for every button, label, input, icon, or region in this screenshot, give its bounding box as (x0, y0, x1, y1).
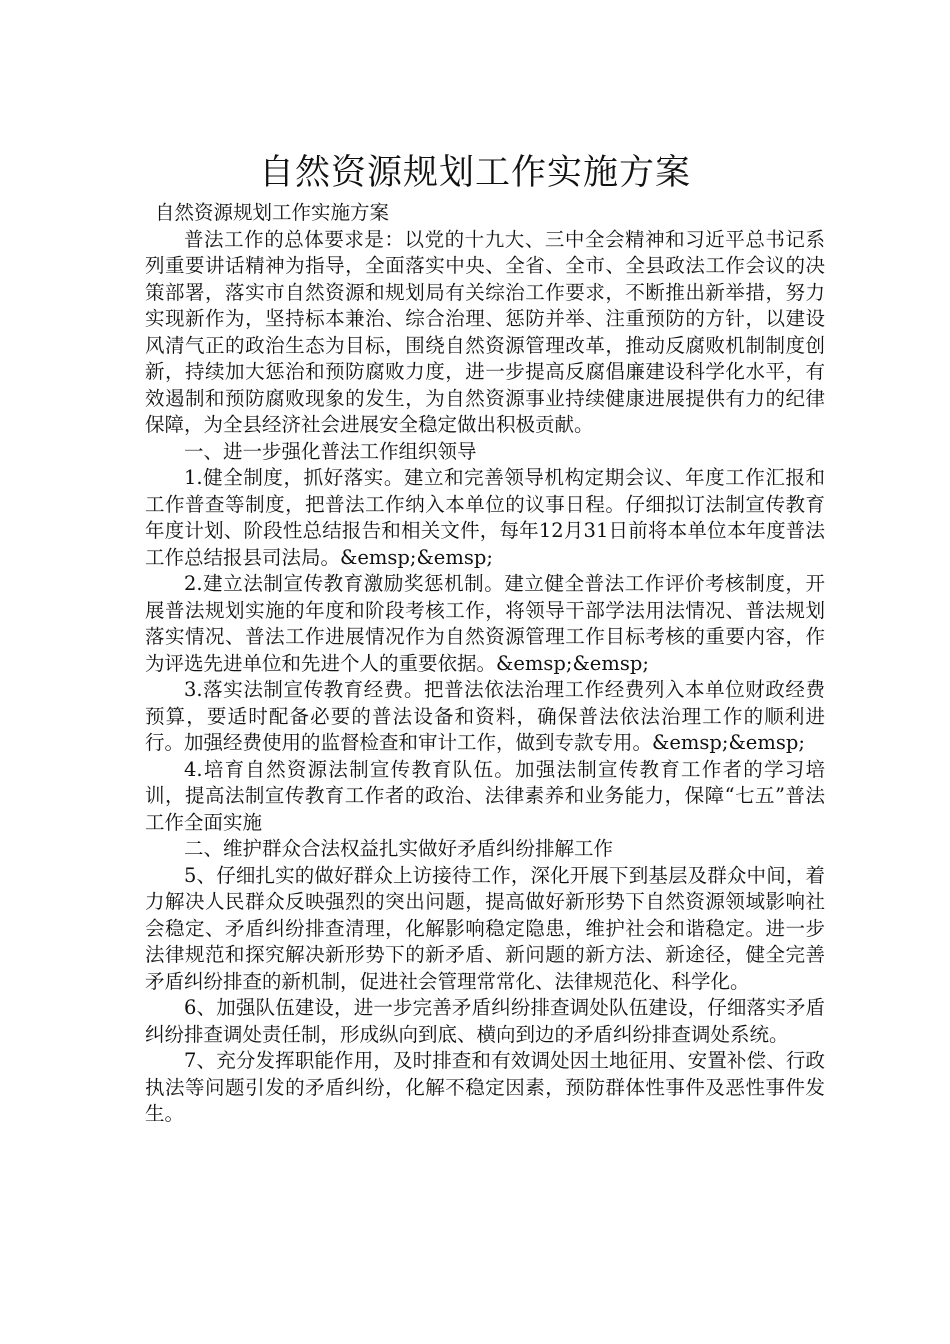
paragraph-item-5: 5、仔细扎实的做好群众上访接待工作，深化开展下到基层及群众中间，着力解决人民群众反映强烈的突出问题，提高做好新形势下自然资源领域影响社会稳定、矛盾纠纷排查清理，化解影响稳定隐患，维护社会和谐稳定。进一步法律规范和探究解决新形势下的新矛盾、新问题的新方法、新途径，健全完善矛盾纠纷排查的新机制，促进社会管理常常化、法律规范化、科学化。 (145, 863, 825, 993)
document-subtitle: 自然资源规划工作实施方案 (155, 201, 390, 224)
paragraph-item-7: 7、充分发挥职能作用，及时排查和有效调处因土地征用、安置补偿、行政执法等问题引发的矛盾纠纷，化解不稳定因素，预防群体性事件及恶性事件发生。 (145, 1049, 825, 1125)
document-body (145, 200, 825, 1128)
paragraph-item-4: 4.培育自然资源法制宣传教育队伍。加强法制宣传教育工作者的学习培训，提高法制宣传教育工作者的政治、法律素养和业务能力，保障“七五”普法工作全面实施 (145, 757, 825, 834)
paragraph-item-3: 3.落实法制宣传教育经费。把普法依法治理工作经费列入本单位财政经费预算，要适时配备必要的普法设备和资料，确保普法依法治理工作的顺利进行。加强经费使用的监督检查和审计工作，做到专款专用。&emsp;&emsp; (145, 678, 825, 754)
section-heading-1: 一、进一步强化普法工作组织领导 (184, 439, 477, 463)
paragraph-item-6: 6、加强队伍建设，进一步完善矛盾纠纷排查调处队伍建设，仔细落实矛盾纠纷排查调处责任制，形成纵向到底、横向到边的矛盾纠纷排查调处系统。 (145, 996, 825, 1046)
document-title: 自然资源规划工作实施方案 (258, 153, 691, 194)
paragraph-item-2: 2.建立法制宣传教育激励奖惩机制。建立健全普法工作评价考核制度，开展普法规划实施的年度和阶段考核工作，将领导干部学法用法情况、普法规划落实情况、普法工作进展情况作为自然资源管理工作目标考核的重要内容，作为评选先进单位和先进个人的重要依据。&emsp;&emsp; (145, 572, 825, 675)
paragraph-overall-requirements: 普法工作的总体要求是：以党的十九大、三中全会精神和习近平总书记系列重要讲话精神为指导，全面落实中央、全省、全市、全县政法工作会议的决策部署，落实市自然资源和规划局有关综治工作要求，不断推出新举措，努力实现新作为，坚持标本兼治、综合治理、惩防并举、注重预防的方针，以建设风清气正的政治生态为目标，围绕自然资源管理改革，推动反腐败机制制度创新，持续加大惩治和预防腐败力度，进一步提高反腐倡廉建设科学化水平，有效遏制和预防腐败现象的发生，为自然资源事业持续健康进展提供有力的纪律保障，为全县经济社会进展安全稳定做出积极贡献。 (145, 227, 825, 436)
paragraph-item-1: 1.健全制度，抓好落实。建立和完善领导机构定期会议、年度工作汇报和工作普查等制度，把普法工作纳入本单位的议事日程。仔细拟订法制宣传教育年度计划、阶段性总结报告和相关文件，每年12月31日前将本单位本年度普法工作总结报县司法局。&emsp;&emsp; (145, 466, 825, 569)
section-heading-2: 二、维护群众合法权益扎实做好矛盾纠纷排解工作 (184, 837, 614, 860)
